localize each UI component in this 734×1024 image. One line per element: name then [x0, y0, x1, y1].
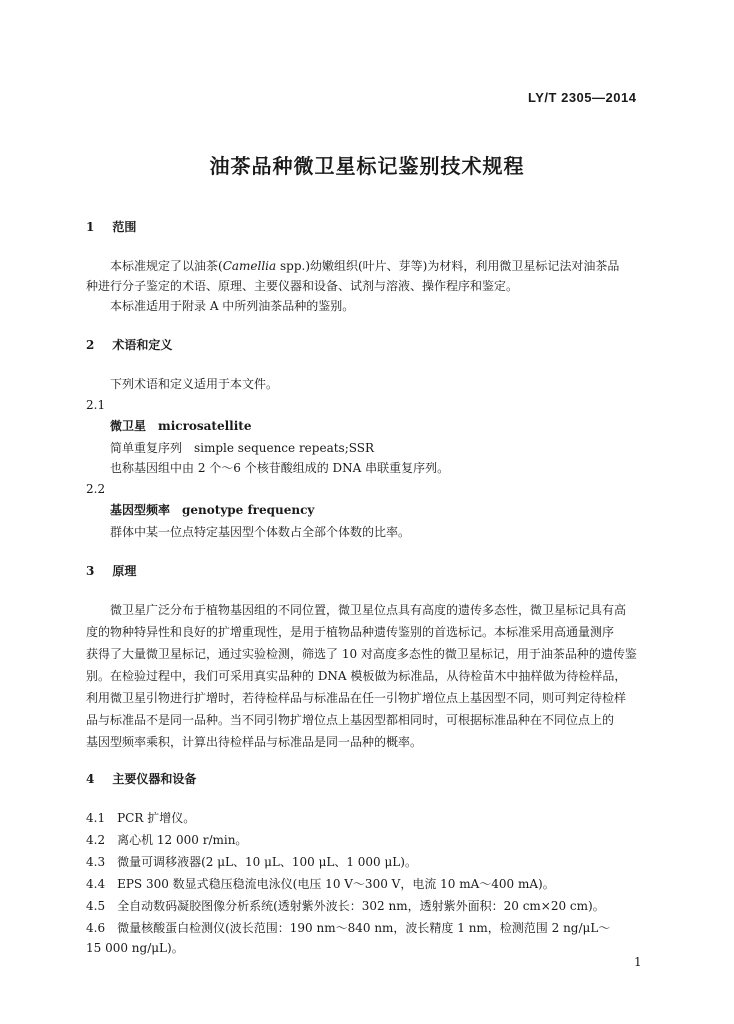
- principle-line: 品与标准品不是同一品种。当不同引物扩增位点上基因型都相同时，可根据标准品种在不同位点上的: [86, 713, 615, 727]
- item-text: PCR 扩增仪。: [117, 811, 196, 825]
- term-definition: 也称基因组中由 2 个～6 个核苷酸组成的 DNA 串联重复序列。: [110, 461, 450, 475]
- section-number: 3: [86, 564, 95, 578]
- document-title: 油茶品种微卫星标记鉴别技术规程: [209, 154, 525, 178]
- item-text: 微量可调移液器(2 μL、10 μL、100 μL、1 000 μL)。: [117, 855, 417, 869]
- section-number: 4: [86, 772, 95, 786]
- term-heading: [110, 416, 660, 436]
- principle-line: 获得了大量微卫星标记，通过实验检测，筛选了 10 对高度多态性的微卫星标记，用于油茶品种的遗传鉴: [86, 647, 637, 661]
- equipment-item: [86, 918, 686, 938]
- equipment-item: [86, 874, 676, 894]
- equipment-item-continuation: 15 000 ng/μL)。: [86, 941, 184, 955]
- italic-genus: Camellia: [222, 259, 277, 273]
- equipment-item: [86, 852, 676, 872]
- scope-paragraph-line1: [110, 256, 660, 276]
- term-number: 2.2: [86, 482, 106, 496]
- page-number: 1: [634, 955, 642, 969]
- section-1-heading: [86, 218, 136, 235]
- standard-number: LY/T 2305—2014: [528, 90, 637, 105]
- principle-line: 微卫星广泛分布于植物基因组的不同位置，微卫星位点具有高度的遗传多态性，微卫星标记具有高: [110, 603, 627, 617]
- item-text: 离心机 12 000 r/min。: [117, 833, 248, 847]
- section-number: 1: [86, 220, 95, 234]
- term-en: microsatellite: [158, 419, 252, 433]
- term-zh: 基因型频率: [110, 503, 171, 517]
- equipment-item: [86, 830, 676, 850]
- text-run: 本标准规定了以油茶(: [110, 259, 223, 273]
- item-text: 微量核酸蛋白检测仪(波长范围：190 nm～840 nm，波长精度 1 nm，检测范围 2 ng/μL～: [117, 921, 611, 935]
- principle-line: 别。在检验过程中，我们可采用真实品种的 DNA 模板做为标准品，从待检苗木中抽样做为待检样品，: [86, 669, 627, 683]
- item-number: 4.4: [86, 877, 106, 891]
- section-title: 术语和定义: [112, 338, 173, 352]
- principle-line: 基因型频率乘积，计算出待检样品与标准品是同一品种的概率。: [86, 735, 423, 749]
- term-synonym: 简单重复序列 simple sequence repeats;SSR: [110, 441, 375, 455]
- item-number: 4.5: [86, 899, 106, 913]
- term-number: 2.1: [86, 398, 106, 412]
- term-en: genotype frequency: [182, 503, 315, 517]
- text-run: spp.)幼嫩组织(叶片、芽等)为材料，利用微卫星标记法对油茶品: [276, 259, 620, 273]
- section-4-heading: [86, 770, 196, 787]
- terms-intro: 下列术语和定义适用于本文件。: [110, 377, 279, 391]
- section-3-heading: [86, 562, 136, 579]
- item-text: EPS 300 数显式稳压稳流电泳仪(电压 10 V～300 V，电流 10 mA～400 mA)。: [117, 877, 555, 891]
- term-zh: 微卫星: [110, 419, 147, 433]
- term-heading: [110, 500, 660, 520]
- section-2-heading: [86, 336, 172, 353]
- item-text: 全自动数码凝胶图像分析系统(透射紫外波长：302 nm，透射紫外面积：20 cm×20 cm)。: [117, 899, 605, 913]
- item-number: 4.1: [86, 811, 106, 825]
- scope-paragraph-line2: 种进行分子鉴定的术语、原理、主要仪器和设备、试剂与溶液、操作程序和鉴定。: [86, 279, 519, 293]
- principle-line: 利用微卫星引物进行扩增时，若待检样品与标准品在任一引物扩增位点上基因型不同，则可判定待检样: [86, 691, 627, 705]
- item-number: 4.3: [86, 855, 106, 869]
- item-number: 4.6: [86, 921, 106, 935]
- section-title: 范围: [112, 220, 137, 234]
- equipment-item: [86, 808, 676, 828]
- scope-paragraph-2: 本标准适用于附录 A 中所列油茶品种的鉴别。: [110, 299, 355, 313]
- item-number: 4.2: [86, 833, 106, 847]
- section-number: 2: [86, 338, 95, 352]
- principle-line: 度的物种特异性和良好的扩增重现性，是用于植物品种遗传鉴别的首选标记。本标准采用高通量测序: [86, 625, 615, 639]
- section-title: 主要仪器和设备: [112, 772, 197, 786]
- section-title: 原理: [112, 564, 137, 578]
- term-definition: 群体中某一位点特定基因型个体数占全部个体数的比率。: [110, 525, 411, 539]
- equipment-item: [86, 896, 686, 916]
